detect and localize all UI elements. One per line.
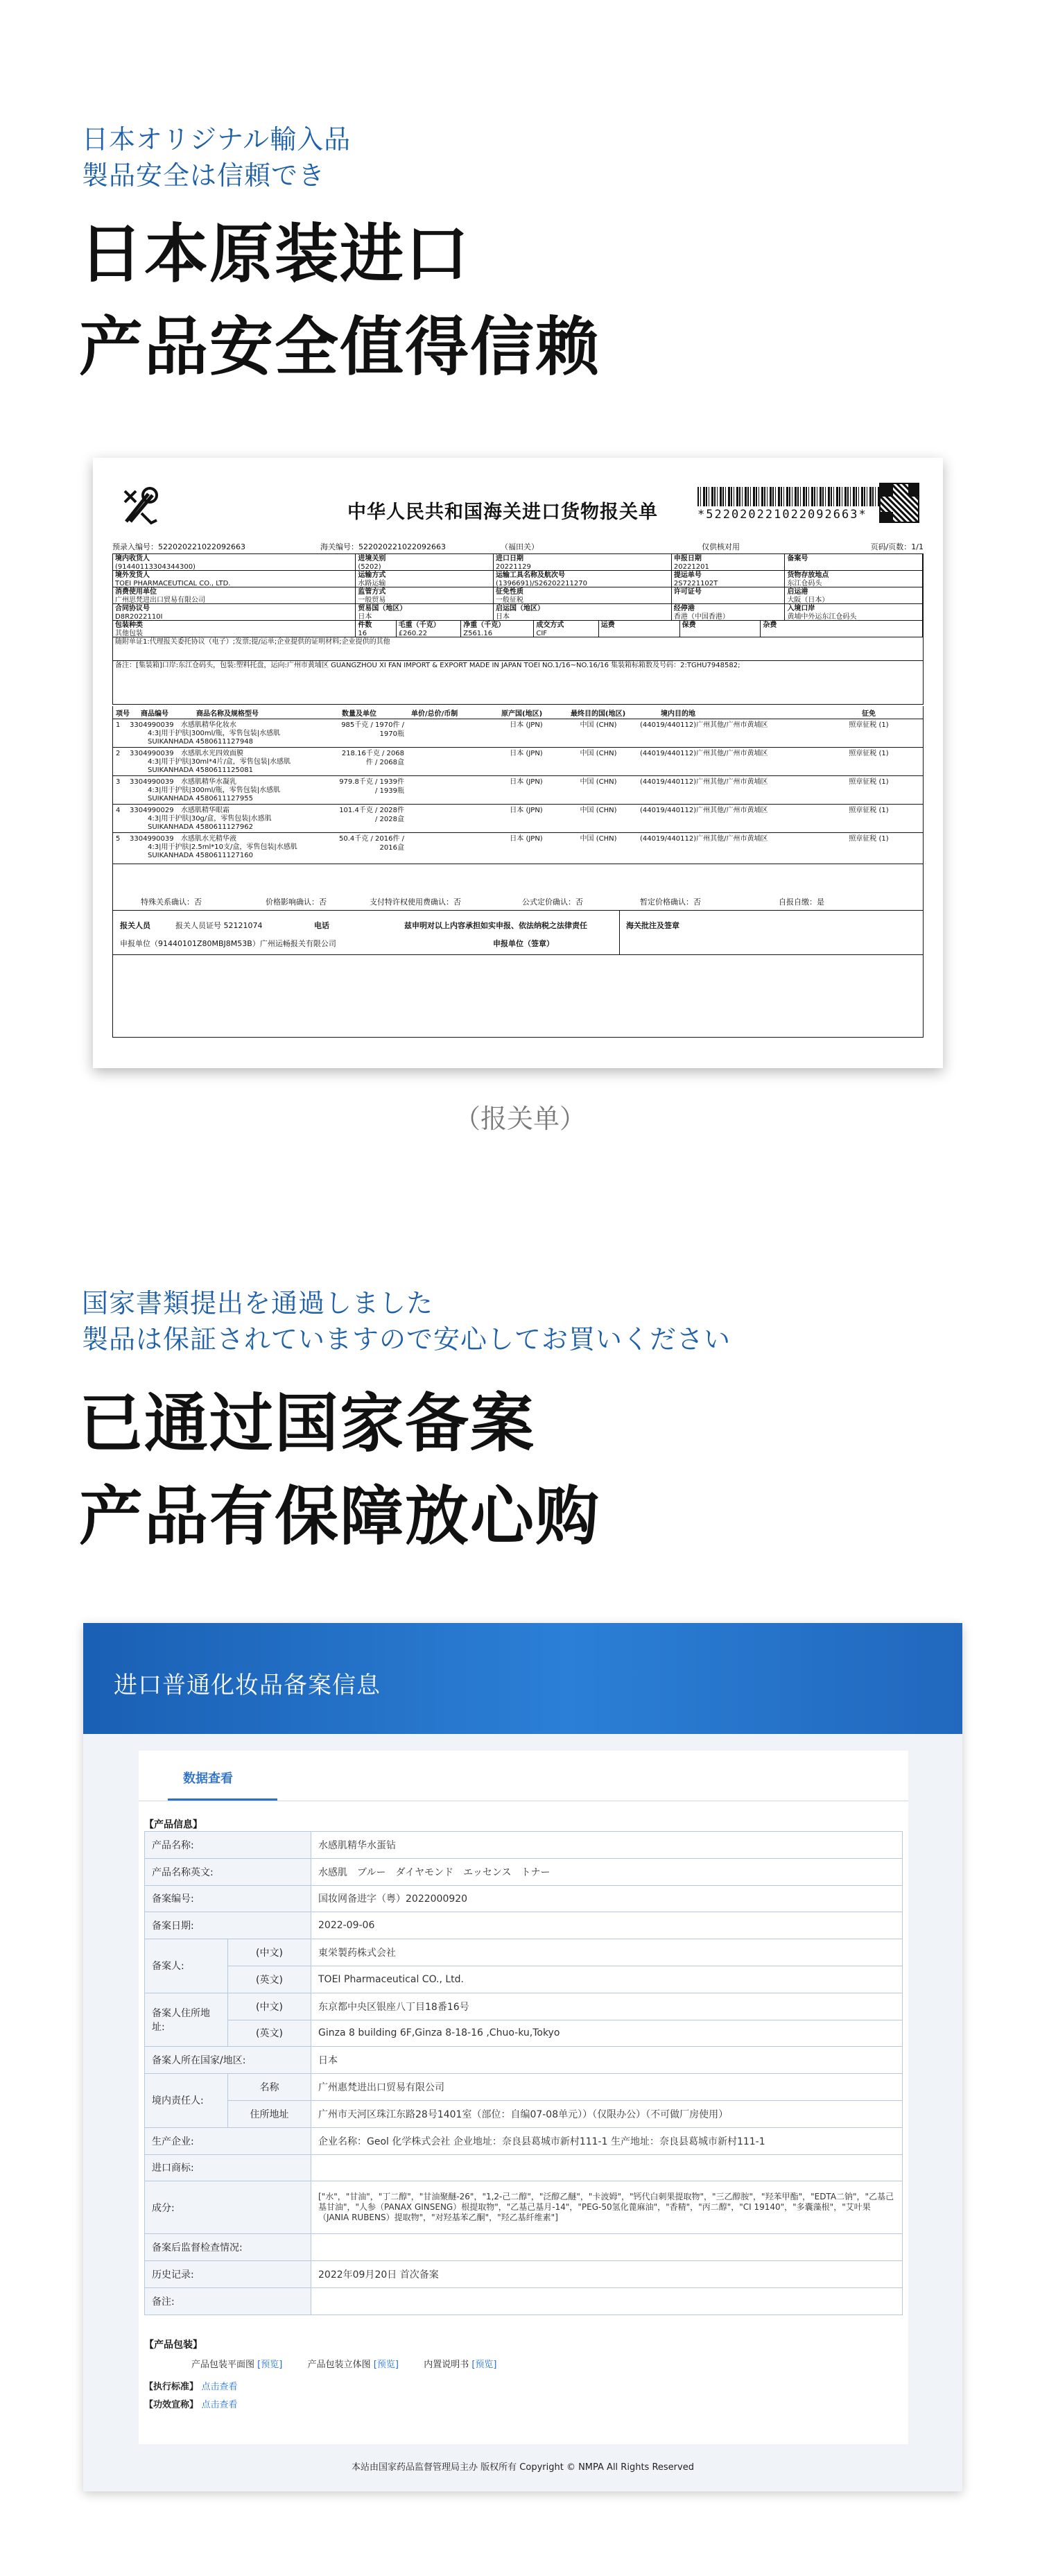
field-label: 监管方式 <box>358 588 386 596</box>
field-value: 东江仓码头 <box>787 580 822 587</box>
print-label: 仅供核对用 <box>702 542 740 551</box>
field-value: 2S7221102T <box>673 580 718 587</box>
confirm-self: 自报自缴：是 <box>779 898 824 907</box>
filer-en-value: TOEI Pharmaceutical CO., Ltd. <box>311 1966 903 1993</box>
field-label: 消费使用单位 <box>115 588 157 596</box>
goods-name: 水感肌精华眼霜 <box>181 807 229 814</box>
section-packaging: 【产品包装】 <box>144 2339 202 2351</box>
table-row <box>145 2287 903 2315</box>
goods-spec: 4:3|用于护肤|300ml/瓶，零售包装|水感肌 <box>148 730 281 737</box>
field-value: CIF <box>536 630 548 637</box>
filing-date-value: 2022-09-06 <box>311 1912 903 1939</box>
packaging-links <box>191 2357 497 2370</box>
customs-remark: 海关批注及签章 <box>626 921 679 930</box>
page-number: 页码/页数：1/1 <box>870 542 924 551</box>
confirm-special: 特殊关系确认：否 <box>141 898 202 907</box>
goods-origin: 日本 (JPN) <box>510 778 543 786</box>
jp-subtitle-1: 日本オリジナル輸入品 <box>82 124 352 155</box>
seal-label: 申报单位（签章） <box>493 939 554 948</box>
confirm-formula: 公式定价确认：否 <box>522 898 583 907</box>
goods-spec: 4:3|用于护肤|30ml*4片/盒，零售包装|水感肌 <box>148 758 291 766</box>
field-cell <box>397 621 461 637</box>
field-cell <box>461 621 534 637</box>
standard-view-link[interactable]: 点击查看 <box>201 2382 238 2392</box>
product-name-en-label: 产品名称英文: <box>145 1858 311 1885</box>
pack-front-preview-link[interactable]: [预览] <box>257 2360 283 2370</box>
cn-heading-4: 产品有保障放心购 <box>79 1479 601 1554</box>
remark-value <box>311 2287 903 2315</box>
goods-region: (44019/440112)广州其他/广州市黄埔区 <box>640 721 768 729</box>
cn-heading-2: 产品安全值得信赖 <box>79 310 601 384</box>
section-claim: 【功效宣称】 <box>144 2400 199 2410</box>
table-row <box>145 2234 903 2261</box>
goods-region: (44019/440112)广州其他/广州市黄埔区 <box>640 807 768 814</box>
cn-heading-3: 已通过国家备案 <box>79 1386 536 1461</box>
goods-code: 3304990039 <box>130 778 174 786</box>
goods-spec: 4:3|用于护肤|2.5ml*10支/盒，零售包装|水感肌 <box>148 843 297 851</box>
goods-name: 水感肌精华化妆水 <box>181 721 236 729</box>
field-row <box>113 587 923 604</box>
goods-table <box>112 706 924 864</box>
product-name-label: 产品名称: <box>145 1832 311 1859</box>
goods-no: 5 <box>116 835 121 843</box>
marks-remarks: 备注：[集装箱]口岸:东江仓码头，包装:塑料托盘，运向:广州市黄埔区 GUANGZHOU XI FAN IMPORT & EXPORT MADE IN JAPAN TOEI NO.1/16~NO.16/16 集装箱标箱数及号码：2:TGHU7948582; <box>115 662 740 669</box>
goods-tax: 照章征税 (1) <box>849 778 889 786</box>
table-row <box>145 1993 903 2020</box>
field-cell <box>680 621 761 637</box>
goods-header-cell: 数量及单位 <box>342 710 376 718</box>
table-row <box>145 1939 903 1966</box>
confirm-royalty: 支付特许权使用费确认：否 <box>370 898 461 907</box>
goods-brand: SUIKANHADA 4580611127948 <box>148 738 253 746</box>
jp-subtitle-3: 国家書類提出を通過しました <box>82 1288 434 1319</box>
confirm-price: 价格影响确认：否 <box>266 898 327 907</box>
declare-statement: 兹申明对以上内容承担如实申报、依法纳税之法律责任 <box>404 921 587 930</box>
panel-title: 进口普通化妆品备案信息 <box>114 1672 381 1699</box>
cn-heading-1: 日本原装进口 <box>79 217 471 291</box>
product-name-value: 水感肌精华水蛋钻 <box>311 1832 903 1859</box>
address-cn-value: 东京都中央区银座八丁目18番16号 <box>311 1993 903 2020</box>
change-value <box>311 2234 903 2261</box>
goods-spec: 4:3|用于护肤|30g/盒，零售包装|水感肌 <box>148 815 272 823</box>
phone-label: 电话 <box>314 921 329 930</box>
goods-tax: 照章征税 (1) <box>849 721 889 729</box>
table-row <box>145 2047 903 2074</box>
field-label: 运输工具名称及航次号 <box>495 572 565 579</box>
declaration-title: 中华人民共和国海关进口货物报关单 <box>347 501 658 523</box>
prerecord-number: 预录入编号：522020221022092663 <box>112 542 245 551</box>
address-en-value: Ginza 8 building 6F,Ginza 8-18-16 ,Chuo-ku,Tokyo <box>311 2020 903 2047</box>
field-cell <box>356 621 396 637</box>
field-value: Z561.16 <box>463 630 493 637</box>
goods-origin: 日本 (JPN) <box>510 835 543 843</box>
table-row <box>145 2154 903 2181</box>
agent-name-value: 广州惠梵进出口贸易有限公司 <box>311 2074 903 2101</box>
panel-header <box>83 1623 962 1734</box>
tab-label: 数据查看 <box>183 1771 233 1786</box>
producer-value: 企业名称：Geol 化学株式会社 企业地址：奈良县葛城市新村111-1 生产地址：奈良县葛城市新村111-1 <box>311 2127 903 2154</box>
field-value: 大阪（日本） <box>787 596 829 603</box>
field-label: 运输方式 <box>358 572 386 579</box>
history-label: 历史记录: <box>145 2261 311 2288</box>
field-value: 20221201 <box>673 563 709 570</box>
field-cell <box>785 554 923 570</box>
field-value: 20221129 <box>495 563 531 570</box>
goods-code: 3304990039 <box>130 835 174 843</box>
import-port-value <box>311 2154 903 2181</box>
goods-dest: 中国 (CHN) <box>580 778 617 786</box>
filer-label: 备案人: <box>145 1939 228 1993</box>
filing-date-label: 备案日期: <box>145 1912 311 1939</box>
table-row <box>145 2127 903 2154</box>
table-row <box>145 1885 903 1912</box>
pack-3d-label: 产品包装立体图 <box>307 2360 371 2370</box>
field-label: 启运港 <box>787 588 808 596</box>
agent-label: 境内责任人: <box>145 2074 228 2128</box>
field-cell <box>672 571 786 587</box>
field-row <box>113 621 923 637</box>
goods-row <box>113 832 923 861</box>
table-row <box>145 1832 903 1859</box>
field-label: 境内收货人 <box>115 555 150 563</box>
field-label: 进境关别 <box>358 555 386 563</box>
goods-region: (44019/440112)广州其他/广州市黄埔区 <box>640 750 768 757</box>
country-label: 备案人所在国家/地区: <box>145 2047 311 2074</box>
field-label: 运费 <box>600 621 615 629</box>
declaration-caption: （报关单） <box>453 1104 586 1134</box>
declaration-footer <box>112 864 924 1038</box>
field-value: D8R2022110I <box>115 613 163 620</box>
goods-code: 3304990029 <box>130 807 174 814</box>
field-cell <box>785 571 923 587</box>
field-label: 包装种类 <box>115 621 143 629</box>
goods-name: 水感肌水光精华液 <box>181 835 236 843</box>
field-label: 净重（千克） <box>463 621 505 629</box>
producer-label: 生产企业: <box>145 2127 311 2154</box>
goods-name: 水感肌精华水凝乳 <box>181 778 236 786</box>
agent-name-label: 名称 <box>228 2074 311 2101</box>
field-label: 启运国（地区） <box>495 605 544 612</box>
field-cell <box>761 621 923 637</box>
goods-header-cell: 单价/总价/币制 <box>411 710 458 718</box>
customs-emblem-icon <box>121 486 162 527</box>
field-label: 进口日期 <box>495 555 523 563</box>
section-standard: 【执行标准】 <box>144 2382 199 2392</box>
filing-table <box>144 1831 903 2315</box>
table-row <box>145 2181 903 2234</box>
goods-brand: SUIKANHADA 4580611127160 <box>148 852 253 859</box>
field-cell <box>672 604 786 620</box>
field-cell <box>534 621 598 637</box>
confirm-provisional: 暂定价格确认：否 <box>640 898 701 907</box>
field-cell <box>785 604 923 620</box>
ingredients-value: ["水"，"甘油"，"丁二醇"，"甘油聚醚-26"，"1,2-己二醇"，"泛醇乙醚"，"卡波姆"，"钙代白刺果提取物"，"三乙醇胺"，"羟苯甲酯"，"EDTA二钠"，"乙基己基甘油"，"人参（PANAX GINSENG）根提取物"，"乙基己基月-14"，"PEG-50氢化蓖麻油"，"香精"，"丙二醇"，"CI 19140"，"多囊藻根"，"艾叶果（JANIA RUBENS）提取物"，"对羟基苯乙酮"，"羟乙基纤维素"] <box>311 2181 903 2234</box>
field-cell <box>356 571 494 587</box>
goods-tax: 照章征税 (1) <box>849 750 889 757</box>
table-row <box>145 2020 903 2047</box>
declarant-number: 报关人员证号 52121074 <box>175 921 263 930</box>
field-label: 杂费 <box>763 621 777 629</box>
customs-number: 海关编号：522020221022092663 <box>320 542 446 551</box>
tab-data-view[interactable] <box>168 1759 277 1801</box>
goods-row <box>113 719 923 747</box>
field-label: 入境口岸 <box>787 605 815 612</box>
field-cell <box>113 587 356 603</box>
copyright-footer: 本站由国家药品监督管理局主办 版权所有 Copyright © NMPA All Rights Reserved <box>352 2462 694 2473</box>
goods-brand: SUIKANHADA 4580611127955 <box>148 795 253 802</box>
field-value: 广州思梵进出口贸易有限公司 <box>115 596 205 603</box>
goods-row <box>113 804 923 832</box>
history-value: 2022年09月20日 首次备案 <box>311 2261 903 2288</box>
field-cell <box>113 554 356 570</box>
field-label: 备案号 <box>787 555 808 563</box>
filing-no-label: 备案编号: <box>145 1885 311 1912</box>
field-row <box>113 571 923 587</box>
change-label: 备案后监督检查情况: <box>145 2234 311 2261</box>
goods-origin: 日本 (JPN) <box>510 750 543 757</box>
goods-origin: 日本 (JPN) <box>510 807 543 814</box>
field-cell <box>672 587 786 603</box>
field-cell <box>356 604 494 620</box>
goods-region: (44019/440112)广州其他/广州市黄埔区 <box>640 835 768 843</box>
field-value: 香港（中国香港） <box>673 613 729 620</box>
field-label: 经停港 <box>673 605 695 612</box>
field-value: 其他包装 <box>115 630 143 637</box>
goods-header-cell: 项号 <box>116 710 130 718</box>
import-port: （福田关） <box>501 542 539 551</box>
country-value: 日本 <box>311 2047 903 2074</box>
remark-label: 备注: <box>145 2287 311 2315</box>
field-row <box>113 554 923 571</box>
goods-no: 3 <box>116 778 121 786</box>
field-value: 黄埔中外运东江仓码头 <box>787 613 857 620</box>
field-label: 提运单号 <box>673 572 702 579</box>
table-row <box>145 1858 903 1885</box>
field-cell <box>113 571 356 587</box>
field-cell <box>672 554 786 570</box>
product-name-en-value: 水感肌 ブルー ダイヤモンド エッセンス トナー <box>311 1858 903 1885</box>
goods-qty: 979.8千克 / 1939件 / 1939瓶 <box>339 778 404 795</box>
field-row <box>113 604 923 621</box>
field-value: (5202) <box>358 563 381 570</box>
inner-pack-preview-link[interactable]: [预览] <box>471 2360 497 2370</box>
goods-origin: 日本 (JPN) <box>510 721 543 729</box>
customs-declaration-document <box>93 458 943 1068</box>
address-label: 备案人住所地址: <box>145 1993 228 2047</box>
field-cell <box>113 621 356 637</box>
filer-cn-value: 東栄製药株式会社 <box>311 1939 903 1966</box>
goods-qty: 50.4千克 / 2016件 / 2016盒 <box>339 835 404 852</box>
field-value: TOEI PHARMACEUTICAL CO., LTD. <box>115 580 231 587</box>
agent-addr-value: 广州市天河区珠江东路28号1401室（部位：自编07-08单元））（仅限办公）（不可做厂房使用） <box>311 2100 903 2127</box>
goods-brand: SUIKANHADA 4580611127962 <box>148 823 253 831</box>
goods-dest: 中国 (CHN) <box>580 750 617 757</box>
field-label: 征免性质 <box>495 588 523 596</box>
goods-header-cell: 境内目的地 <box>661 710 695 718</box>
declaring-unit: 申报单位（91440101Z80MBJ8M53B）广州运畅报关有限公司 <box>120 939 336 948</box>
filer-en-label: (英文) <box>228 1966 311 1993</box>
goods-header-cell: 原产国(地区) <box>501 710 543 718</box>
ingredients-label: 成分: <box>145 2181 311 2234</box>
goods-dest: 中国 (CHN) <box>580 807 617 814</box>
field-cell <box>494 604 672 620</box>
barcode-number: *522020221022092663* <box>697 508 867 522</box>
goods-code: 3304990039 <box>130 750 174 757</box>
field-value: 16 <box>358 630 367 637</box>
goods-no: 4 <box>116 807 121 814</box>
field-cell <box>356 587 494 603</box>
goods-no: 2 <box>116 750 121 757</box>
claim-row <box>144 2397 238 2410</box>
filing-no-value: 国妆网备进字（粤）2022000920 <box>311 1885 903 1912</box>
goods-qty: 101.4千克 / 2028件 / 2028盒 <box>339 807 404 823</box>
goods-row <box>113 775 923 804</box>
field-label: 许可证号 <box>673 588 702 596</box>
pack-front-label: 产品包装平面图 <box>191 2360 255 2370</box>
declaration-header-line <box>112 541 924 552</box>
field-label: 成交方式 <box>536 621 564 629</box>
table-row <box>145 2100 903 2127</box>
agent-addr-label: 住所地址 <box>228 2100 311 2127</box>
goods-header-cell: 商品名称及规格型号 <box>196 710 259 718</box>
filer-cn-label: (中文) <box>228 1939 311 1966</box>
address-cn-label: (中文) <box>228 1993 311 2020</box>
field-label: 货物存放地点 <box>787 572 829 579</box>
field-cell <box>494 587 672 603</box>
table-row <box>145 2261 903 2288</box>
field-label: 贸易国（地区） <box>358 605 407 612</box>
marks-row <box>113 661 923 705</box>
field-value: (1396691)/S26202211270 <box>495 580 587 587</box>
goods-code: 3304990039 <box>130 721 174 729</box>
field-cell <box>599 621 680 637</box>
field-value: 水路运输 <box>358 580 386 587</box>
table-row <box>145 1912 903 1939</box>
jp-subtitle-4: 製品は保証されていますので安心してお買いください <box>82 1324 731 1355</box>
goods-qty: 985千克 / 1970件 / 1970瓶 <box>341 721 404 738</box>
filing-info-panel <box>83 1623 962 2491</box>
field-value: 一般贸易 <box>358 596 386 603</box>
field-value: 日本 <box>358 613 372 620</box>
field-label: 境外发货人 <box>115 572 150 579</box>
goods-tax: 照章征税 (1) <box>849 835 889 843</box>
goods-qty: 218.16千克 / 2068件 / 2068盒 <box>341 750 404 766</box>
field-cell <box>113 604 356 620</box>
goods-header-cell: 征免 <box>862 710 876 718</box>
field-cell <box>494 571 672 587</box>
goods-name: 水感肌水光四效面膜 <box>181 750 243 757</box>
goods-dest: 中国 (CHN) <box>580 835 617 843</box>
import-port-label: 进口商标: <box>145 2154 311 2181</box>
pack-3d-preview-link[interactable]: [预览] <box>373 2360 399 2370</box>
goods-row <box>113 747 923 775</box>
field-label: 合同协议号 <box>115 605 150 612</box>
qr-code-icon <box>879 483 919 523</box>
attached-docs-row <box>113 637 923 661</box>
table-row <box>145 2074 903 2101</box>
field-value: £260.22 <box>398 630 428 637</box>
declarant-label: 报关人员 <box>120 921 150 930</box>
field-value: 一般征税 <box>495 596 523 603</box>
field-cell <box>356 554 494 570</box>
barcode <box>697 487 905 506</box>
filing-card <box>139 1751 908 2444</box>
goods-dest: 中国 (CHN) <box>580 721 617 729</box>
goods-spec: 4:3|用于护肤|300ml/瓶，零售包装|水感肌 <box>148 787 281 794</box>
field-label: 件数 <box>358 621 372 629</box>
standard-row <box>144 2379 238 2392</box>
declaration-field-grid <box>112 553 924 705</box>
goods-brand: SUIKANHADA 4580611125081 <box>148 766 253 774</box>
goods-tax: 照章征税 (1) <box>849 807 889 814</box>
goods-region: (44019/440112)广州其他/广州市黄埔区 <box>640 778 768 786</box>
goods-no: 1 <box>116 721 121 729</box>
goods-header-cell: 最终目的国(地区) <box>571 710 626 718</box>
attached-docs: 随附单证1:代理报关委托协议（电子）;发票;提/运单;企业提供的证明材料;企业提供的其他 <box>115 638 390 646</box>
field-cell <box>785 587 923 603</box>
field-value: 日本 <box>495 613 510 620</box>
field-label: 保费 <box>682 621 696 629</box>
field-cell <box>494 554 672 570</box>
address-en-label: (英文) <box>228 2020 311 2047</box>
field-label: 毛重（千克） <box>398 621 440 629</box>
section-product-info: 【产品信息】 <box>144 1819 202 1830</box>
claim-view-link[interactable]: 点击查看 <box>201 2400 238 2410</box>
field-label: 申报日期 <box>673 555 702 563</box>
table-row <box>145 1966 903 1993</box>
jp-subtitle-2: 製品安全は信頼でき <box>82 160 326 191</box>
field-value: (91440113304344300) <box>115 563 196 570</box>
inner-pack-label: 内置说明书 <box>424 2360 469 2370</box>
goods-header-cell: 商品编号 <box>141 710 168 718</box>
